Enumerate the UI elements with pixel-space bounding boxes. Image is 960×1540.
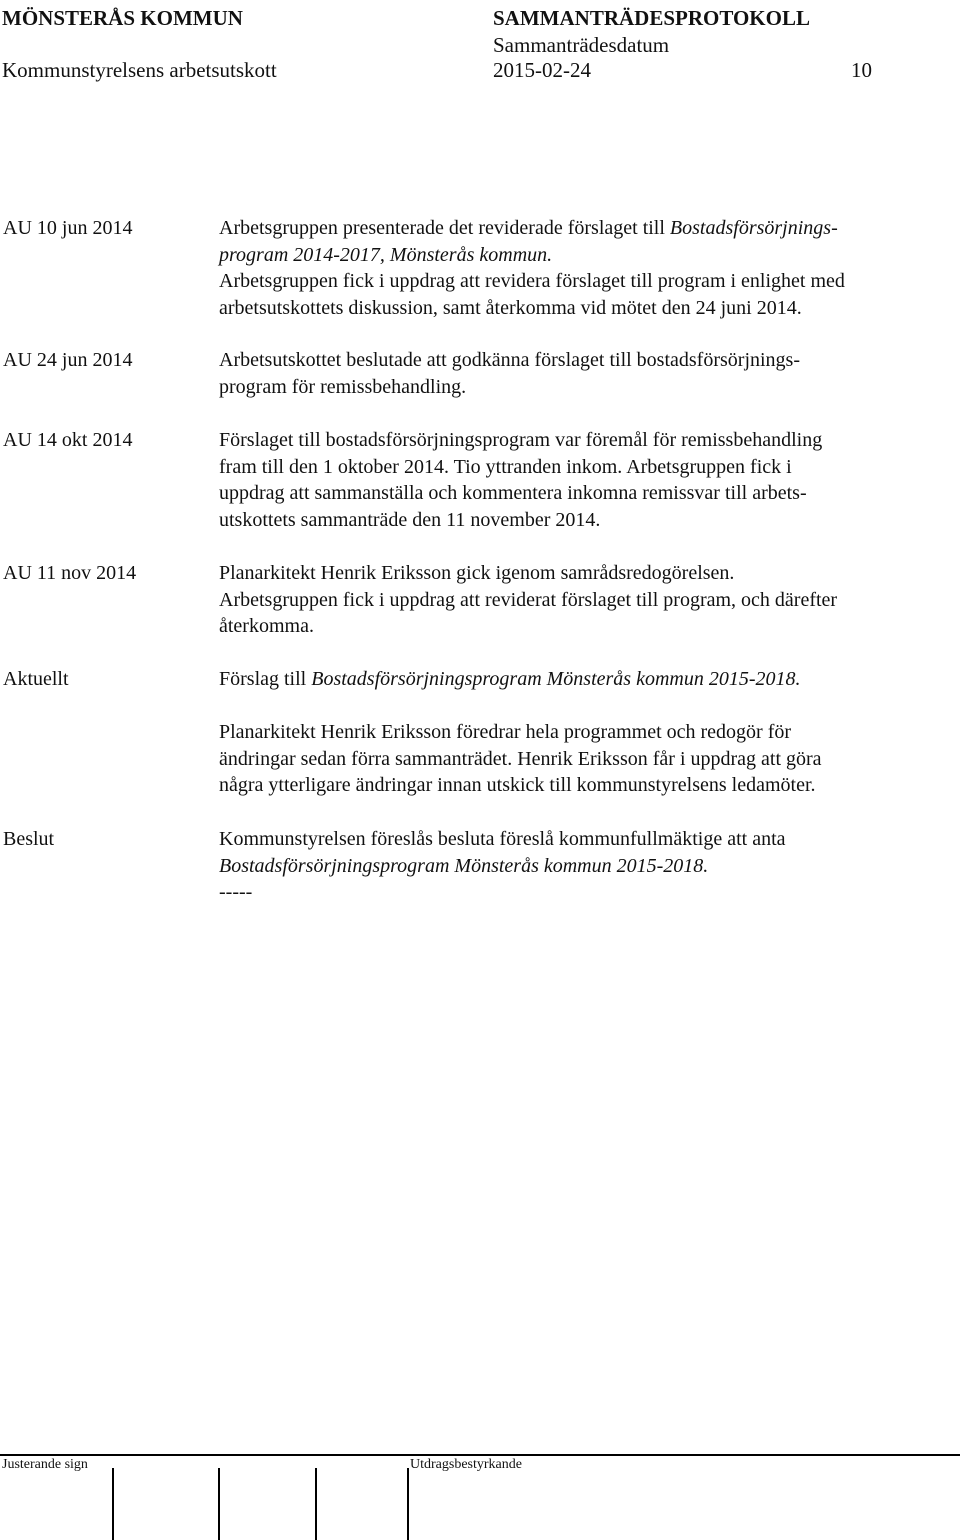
section-text bbox=[219, 719, 949, 799]
entry-text bbox=[219, 215, 949, 321]
section-label: Beslut bbox=[3, 828, 55, 850]
text-line: fram till den 1 oktober 2014. Tio yttranden inkom. Arbetsgruppen fick i bbox=[219, 455, 792, 478]
text-line: Kommunstyrelsen föreslås besluta föreslå kommunfullmäktige att anta bbox=[219, 828, 786, 850]
text-line: Bostadsförsörjningsprogram Mönsterås kommun 2015-2018. bbox=[219, 854, 709, 877]
text-line: Arbetsgruppen fick i uppdrag att reviderat förslaget till program, och därefter bbox=[219, 588, 838, 611]
signature-box-divider bbox=[112, 1468, 114, 1540]
text-line: Planarkitekt Henrik Eriksson föredrar hela programmet och redogör för bbox=[219, 721, 792, 743]
text-line: Planarkitekt Henrik Eriksson gick igenom samrådsredogörelsen. bbox=[219, 562, 735, 584]
footer-rule bbox=[0, 1454, 960, 1456]
committee-name: Kommunstyrelsens arbetsutskott bbox=[2, 58, 277, 82]
section-label: Aktuellt bbox=[3, 668, 69, 690]
document-title: SAMMANTRÄDESPROTOKOLL bbox=[493, 6, 810, 30]
entry-text bbox=[219, 347, 949, 400]
meeting-date: 2015-02-24 bbox=[493, 58, 591, 82]
text-line: ändringar sedan förra sammanträdet. Henrik Eriksson får i uppdrag att göra bbox=[219, 747, 822, 770]
signature-box-divider bbox=[315, 1468, 317, 1540]
meeting-date-label: Sammanträdesdatum bbox=[493, 33, 670, 57]
signature-box-divider bbox=[218, 1468, 220, 1540]
justerande-sign-label: Justerande sign bbox=[2, 1457, 88, 1472]
entry-label: AU 14 okt 2014 bbox=[3, 429, 133, 451]
text-line: program 2014-2017, Mönsterås kommun. bbox=[219, 243, 553, 266]
text-line: några ytterligare ändringar innan utskick till kommunstyrelsens ledamöter. bbox=[219, 774, 816, 797]
organization-name: MÖNSTERÅS KOMMUN bbox=[2, 6, 243, 30]
entry-label: AU 24 jun 2014 bbox=[3, 349, 133, 371]
text-line: ----- bbox=[219, 881, 253, 904]
entry-text bbox=[219, 560, 949, 640]
entry-label: AU 10 jun 2014 bbox=[3, 217, 133, 239]
entry-label: AU 11 nov 2014 bbox=[3, 562, 137, 584]
text-line: Förslaget till bostadsförsörjningsprogram var föremål för remissbehandling bbox=[219, 429, 823, 451]
text-line: Arbetsgruppen presenterade det reviderade förslaget till Bostadsförsörjnings- bbox=[219, 217, 838, 239]
entry-text bbox=[219, 427, 949, 533]
text-line: återkomma. bbox=[219, 615, 314, 638]
text-line: program för remissbehandling. bbox=[219, 375, 467, 398]
text-line: Arbetsgruppen fick i uppdrag att revidera förslaget till program i enlighet med bbox=[219, 270, 845, 293]
text-line: Förslag till Bostadsförsörjningsprogram Mönsterås kommun 2015-2018. bbox=[219, 668, 801, 690]
text-line: uppdrag att sammanställa och kommentera inkomna remissvar till arbets- bbox=[219, 482, 807, 505]
text-line: arbetsutskottets diskussion, samt återkomma vid mötet den 24 juni 2014. bbox=[219, 296, 802, 319]
text-line: utskottets sammanträde den 11 november 2014. bbox=[219, 508, 601, 531]
page-number: 10 bbox=[851, 58, 872, 82]
text-line: Arbetsutskottet beslutade att godkänna förslaget till bostadsförsörjnings- bbox=[219, 349, 800, 371]
section-text bbox=[219, 826, 949, 906]
utdragsbestyrkande-label: Utdragsbestyrkande bbox=[410, 1457, 522, 1472]
signature-footer bbox=[0, 1454, 960, 1540]
section-text bbox=[219, 666, 949, 693]
signature-box-divider bbox=[407, 1468, 409, 1540]
